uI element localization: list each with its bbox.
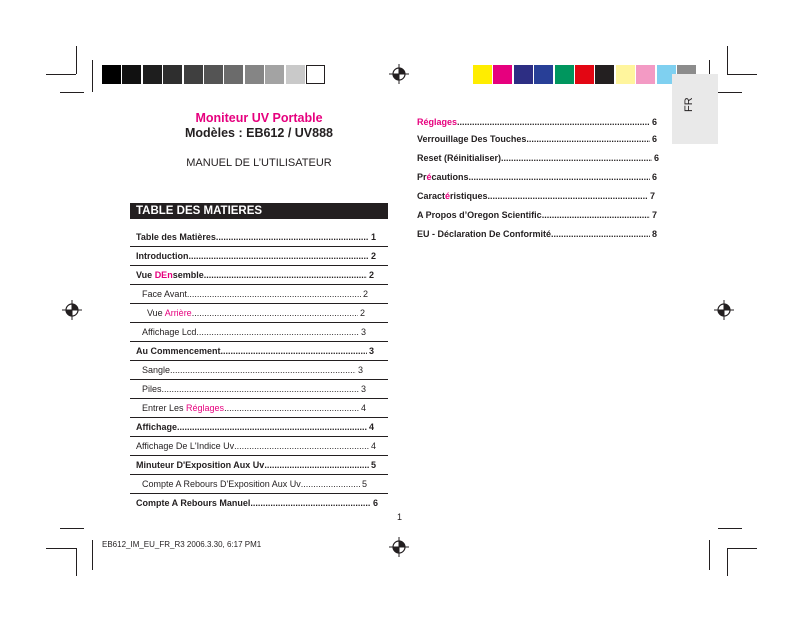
- language-tab-label: FR: [683, 97, 695, 112]
- toc-divider: [130, 474, 388, 475]
- dot-leader: [301, 478, 360, 490]
- toc-entry[interactable]: [136, 497, 378, 509]
- toc-divider: [130, 284, 388, 285]
- toc-entry[interactable]: [417, 228, 657, 240]
- dot-leader: [250, 497, 371, 509]
- toc-entry[interactable]: [136, 231, 376, 243]
- toc-divider: [130, 246, 388, 247]
- process-swatch: [534, 65, 553, 84]
- dot-leader: [192, 307, 358, 319]
- process-swatch: [493, 65, 512, 84]
- toc-entry-label: Réglages: [417, 117, 458, 127]
- dot-leader: [177, 421, 367, 433]
- toc-entry-label: Reset (Réinitialiser): [417, 153, 502, 163]
- dot-leader: [501, 152, 652, 164]
- toc-entry[interactable]: [142, 478, 367, 490]
- dot-leader: [196, 326, 359, 338]
- toc-page-number: 2: [359, 308, 365, 318]
- process-swatch: [595, 65, 614, 84]
- toc-entry[interactable]: [136, 440, 376, 452]
- dot-leader: [234, 440, 369, 452]
- dot-leader: [224, 402, 359, 414]
- dot-leader: [264, 459, 369, 471]
- dot-leader: [542, 209, 650, 221]
- toc-entry[interactable]: [136, 345, 374, 357]
- toc-entry[interactable]: [417, 171, 657, 183]
- grayscale-swatch: [163, 65, 182, 84]
- toc-entry-label: Vue DEnsemble: [136, 270, 204, 280]
- toc-divider: [130, 417, 388, 418]
- toc-page-number: 2: [362, 289, 368, 299]
- process-swatch: [514, 65, 533, 84]
- toc-entry-label: Compte A Rebours D'Exposition Aux Uv: [142, 479, 301, 489]
- grayscale-swatch: [102, 65, 121, 84]
- toc-entry[interactable]: [417, 116, 657, 128]
- toc-divider: [130, 265, 388, 266]
- dot-leader: [469, 171, 650, 183]
- toc-page-number: 2: [368, 270, 374, 280]
- toc-page-number: 7: [651, 210, 657, 220]
- grayscale-swatch: [122, 65, 141, 84]
- toc-page-number: 7: [649, 191, 655, 201]
- product-title: Moniteur UV Portable: [195, 111, 323, 125]
- dot-leader: [526, 133, 650, 145]
- model-numbers: Modèles : EB612 / UV888: [185, 126, 333, 140]
- registration-mark-icon: [714, 300, 734, 320]
- toc-entry-label: EU - Déclaration De Conformité: [417, 229, 552, 239]
- dot-leader: [204, 269, 367, 281]
- registration-mark-icon: [62, 300, 82, 320]
- registration-mark-icon: [389, 64, 409, 84]
- toc-entry[interactable]: [142, 364, 363, 376]
- toc-entry-label: Minuteur D'Exposition Aux Uv: [136, 460, 265, 470]
- toc-divider: [130, 303, 388, 304]
- dot-leader: [162, 383, 359, 395]
- toc-entry[interactable]: [136, 250, 376, 262]
- dot-leader: [551, 228, 650, 240]
- process-swatch: [636, 65, 655, 84]
- toc-entry-label: Introduction: [136, 251, 189, 261]
- dot-leader: [216, 231, 369, 243]
- toc-page-number: 4: [368, 422, 374, 432]
- toc-page-number: 4: [360, 403, 366, 413]
- toc-entry[interactable]: [142, 383, 366, 395]
- toc-page-number: 6: [651, 172, 657, 182]
- grayscale-swatch: [306, 65, 325, 84]
- toc-page-number: 6: [653, 153, 659, 163]
- toc-entry[interactable]: [136, 459, 376, 471]
- toc-page-number: 5: [361, 479, 367, 489]
- toc-divider: [130, 436, 388, 437]
- toc-entry[interactable]: [417, 190, 655, 202]
- toc-entry-label: Affichage De L'Indice Uv: [136, 441, 235, 451]
- grayscale-swatch: [143, 65, 162, 84]
- process-swatch: [616, 65, 635, 84]
- toc-page-number: 6: [651, 134, 657, 144]
- toc-page-number: 1: [370, 232, 376, 242]
- toc-page-number: 8: [651, 229, 657, 239]
- dot-leader: [170, 364, 356, 376]
- toc-entry[interactable]: [417, 133, 657, 145]
- toc-entry-label: Sangle: [142, 365, 171, 375]
- toc-divider: [130, 398, 388, 399]
- toc-entry-label: Affichage Lcd: [142, 327, 197, 337]
- grayscale-swatch: [224, 65, 243, 84]
- toc-divider: [130, 360, 388, 361]
- dot-leader: [488, 190, 648, 202]
- toc-entry[interactable]: [136, 269, 374, 281]
- toc-heading: TABLE DES MATIERES: [130, 203, 388, 219]
- manual-heading: MANUEL DE L’UTILISATEUR: [186, 157, 332, 169]
- toc-page-number: 3: [360, 384, 366, 394]
- toc-entry-label: Compte A Rebours Manuel: [136, 498, 251, 508]
- toc-entry-label: A Propos d’Oregon Scientific: [417, 210, 542, 220]
- process-swatch: [473, 65, 492, 84]
- grayscale-swatch: [245, 65, 264, 84]
- page-number: 1: [397, 512, 403, 522]
- toc-entry[interactable]: [147, 307, 365, 319]
- toc-entry-label: Vue Arrière: [147, 308, 192, 318]
- toc-page-number: 3: [357, 365, 363, 375]
- toc-divider: [130, 379, 388, 380]
- toc-entry-label: Au Commencement: [136, 346, 221, 356]
- grayscale-swatch: [286, 65, 305, 84]
- dot-leader: [187, 288, 361, 300]
- toc-divider: [130, 455, 388, 456]
- toc-divider: [130, 341, 388, 342]
- process-swatch: [575, 65, 594, 84]
- toc-divider: [130, 493, 388, 494]
- dot-leader: [457, 116, 650, 128]
- toc-entry-label: Verrouillage Des Touches: [417, 134, 527, 144]
- toc-page-number: 3: [368, 346, 374, 356]
- language-tab-background: [672, 74, 718, 144]
- dot-leader: [221, 345, 367, 357]
- print-footer: EB612_IM_EU_FR_R3 2006.3.30, 6:17 PM1: [102, 540, 262, 549]
- toc-page-number: 6: [651, 117, 657, 127]
- toc-entry-label: Précautions: [417, 172, 469, 182]
- toc-entry[interactable]: [136, 421, 374, 433]
- toc-entry-label: Affichage: [136, 422, 178, 432]
- toc-page-number: 4: [370, 441, 376, 451]
- toc-entry[interactable]: [142, 288, 368, 300]
- toc-entry-label: Piles: [142, 384, 162, 394]
- grayscale-swatch: [265, 65, 284, 84]
- toc-entry[interactable]: [417, 209, 657, 221]
- grayscale-swatch: [184, 65, 203, 84]
- dot-leader: [189, 250, 369, 262]
- registration-mark-icon: [389, 537, 409, 557]
- toc-entry[interactable]: [142, 402, 366, 414]
- toc-page-number: 2: [370, 251, 376, 261]
- toc-entry[interactable]: [142, 326, 366, 338]
- toc-entry-label: Caractéristiques: [417, 191, 488, 201]
- grayscale-swatch: [204, 65, 223, 84]
- toc-page-number: 5: [370, 460, 376, 470]
- process-swatch: [555, 65, 574, 84]
- toc-entry-label: Face Avant: [142, 289, 187, 299]
- toc-page-number: 3: [360, 327, 366, 337]
- toc-divider: [130, 322, 388, 323]
- toc-page-number: 6: [372, 498, 378, 508]
- toc-entry[interactable]: [417, 152, 659, 164]
- toc-entry-label: Entrer Les Réglages: [142, 403, 225, 413]
- toc-entry-label: Table des Matières: [136, 232, 216, 242]
